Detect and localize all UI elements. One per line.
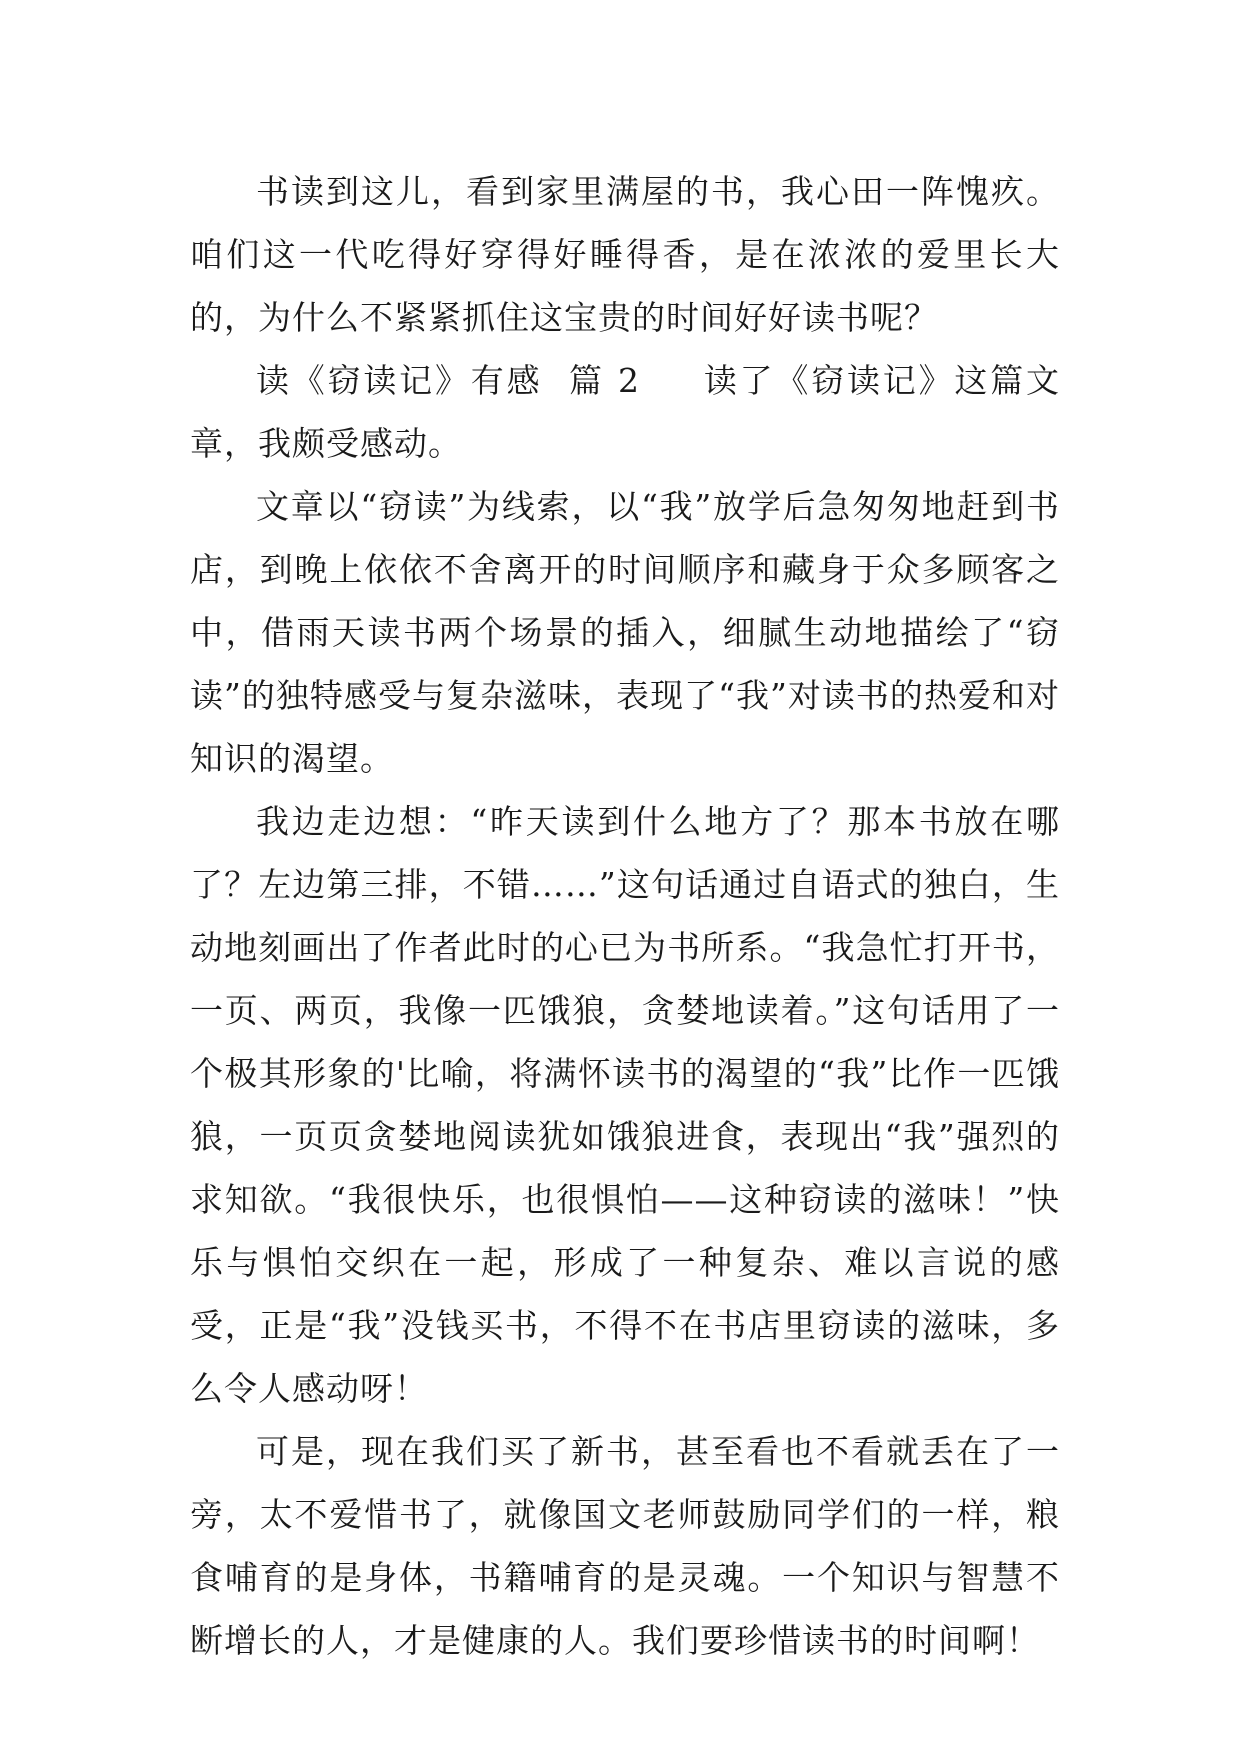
section-opening-text: 读了《窃读记》这篇文章，我颇受感动。 <box>190 361 1060 463</box>
section-part-label: 篇 2 <box>568 361 641 400</box>
paragraph-theme: 文章以“窃读”为线索，以“我”放学后急匆匆地赶到书店，到晚上依依不舍离开的时间顺序和藏身于众多顾客之中，借雨天读书两个场景的插入，细腻生动地描绘了“窃读”的独特感受与复杂滋味，表现了“我”对读书的热爱和对知识的渴望。 <box>190 487 1060 778</box>
paragraph-intro: 书读到这儿，看到家里满屋的书，我心田一阵愧疚。咱们这一代吃得好穿得好睡得香，是在浓浓的爱里长大的，为什么不紧紧抓住这宝贵的时间好好读书呢？ <box>190 172 1060 337</box>
section-title: 读《窃读记》有感 <box>256 361 543 400</box>
section-heading-paragraph <box>190 349 1060 475</box>
paragraph-conclusion: 可是，现在我们买了新书，甚至看也不看就丢在了一旁，太不爱惜书了，就像国文老师鼓励同学们的一样，粮食哺育的是身体，书籍哺育的是灵魂。一个知识与智慧不断增长的人，才是健康的人。我们要珍惜读书的时间啊！ <box>190 1432 1060 1660</box>
document-body <box>190 160 1060 1672</box>
paragraph-analysis: 我边走边想：“昨天读到什么地方了？那本书放在哪了？左边第三排，不错……”这句话通过自语式的独白，生动地刻画出了作者此时的心已为书所系。“我急忙打开书，一页、两页，我像一匹饿狼，贪婪地读着。”这句话用了一个极其形象的'比喻，将满怀读书的渴望的“我”比作一匹饿狼，一页页贪婪地阅读犹如饿狼进食，表现出“我”强烈的求知欲。“我很快乐，也很惧怕——这种窃读的滋味！”快乐与惧怕交织在一起，形成了一种复杂、难以言说的感受，正是“我”没钱买书，不得不在书店里窃读的滋味，多么令人感动呀！ <box>190 802 1060 1408</box>
